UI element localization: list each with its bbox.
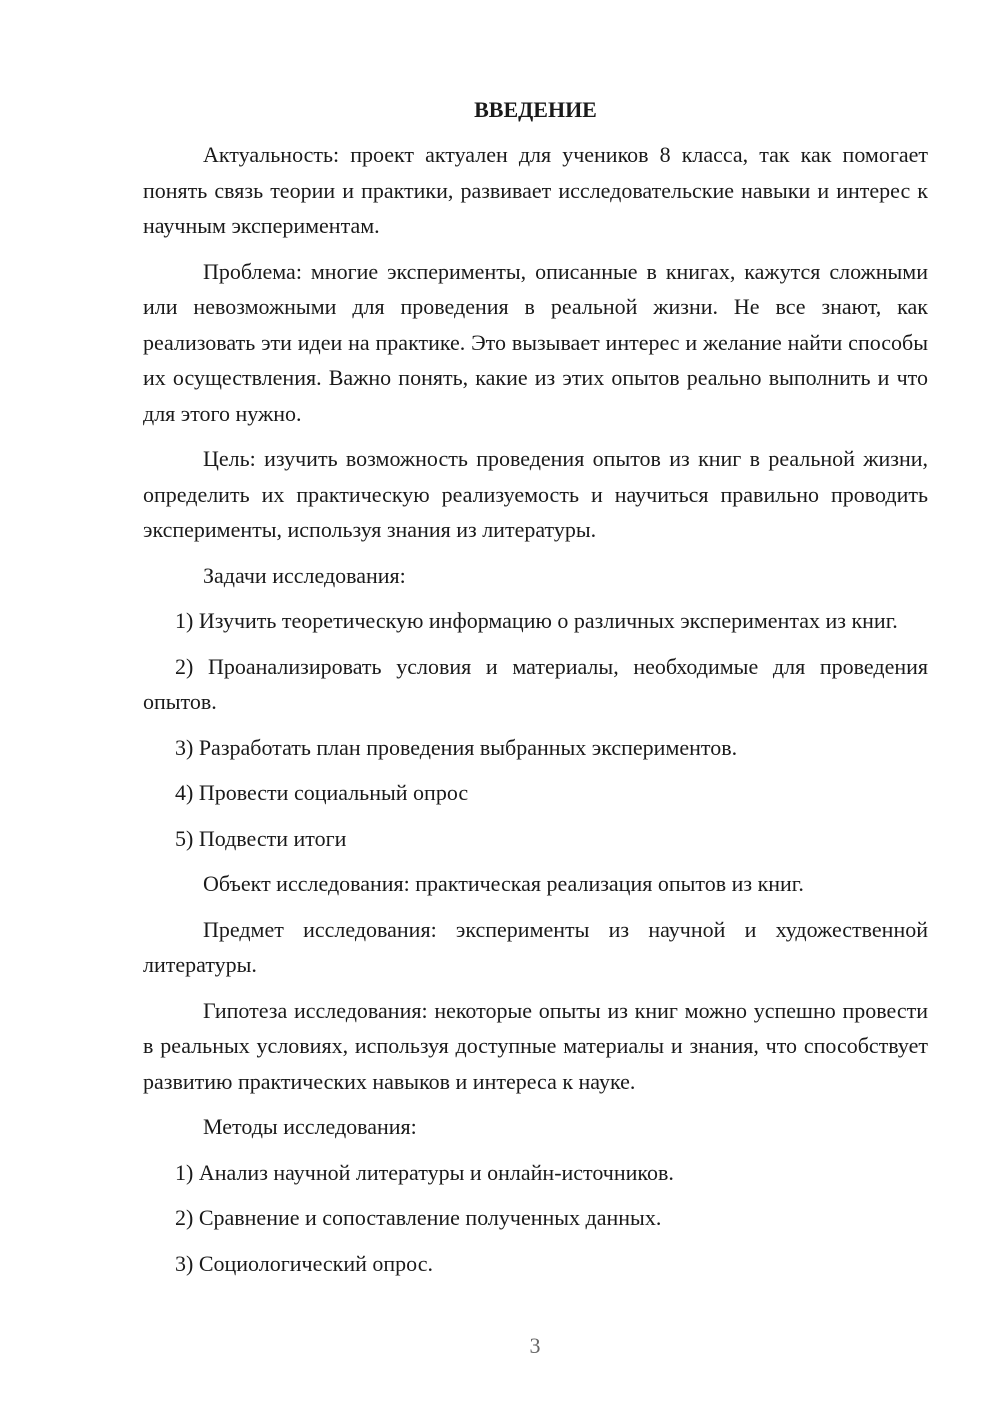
goal-paragraph: Цель: изучить возможность проведения опытов из книг в реальной жизни, определить их практическую реализуемость и научиться правильно проводить эксперименты, используя знания из литературы. [143,446,928,542]
task-item-1: 1) Изучить теоретическую информацию о различных экспериментах из книг. [175,608,898,633]
tasks-heading: Задачи исследования: [203,562,406,588]
hypothesis-paragraph: Гипотеза исследования: некоторые опыты из книг можно успешно провести в реальных условиях, используя доступные материалы и знания, что способствует развитию практических навыков и интереса к науке. [143,997,928,1094]
task-item-3: 3) Разработать план проведения выбранных экспериментов. [175,734,738,760]
relevance-paragraph: Актуальность: проект актуален для учеников 8 класса, так как помогает понять связь теории и практики, развивает исследовательские навыки и интерес к научным экспериментам. [143,142,928,238]
method-item-2: 2) Сравнение и сопоставление полученных данных. [175,1205,662,1230]
method-item-3: 3) Социологический опрос. [175,1250,433,1276]
task-item-5: 5) Подвести итоги [175,825,347,851]
object-paragraph: Объект исследования: практическая реализация опытов из книг. [203,871,804,896]
subject-paragraph: Предмет исследования: эксперименты из научной и художественной литературы. [143,916,928,977]
methods-heading: Методы исследования: [203,1114,417,1139]
page-number: 3 [529,1333,541,1358]
page-title: ВВЕДЕНИЕ [474,97,597,122]
problem-paragraph: Проблема: многие эксперименты, описанные в книгах, кажутся сложными или невозможными для проведения в реальной жизни. Не все знают, как реализовать эти идеи на практике. Это вызывает интерес и желание найти способы их осуществления. Важно понять, какие из этих опытов реально выполнить и что для этого нужно. [143,258,928,426]
task-item-4: 4) Провести социальный опрос [175,780,469,805]
task-item-2: 2) Проанализировать условия и материалы, необходимые для проведения опытов. [143,653,928,714]
method-item-1: 1) Анализ научной литературы и онлайн-источников. [175,1159,674,1185]
document-page [143,92,928,1291]
